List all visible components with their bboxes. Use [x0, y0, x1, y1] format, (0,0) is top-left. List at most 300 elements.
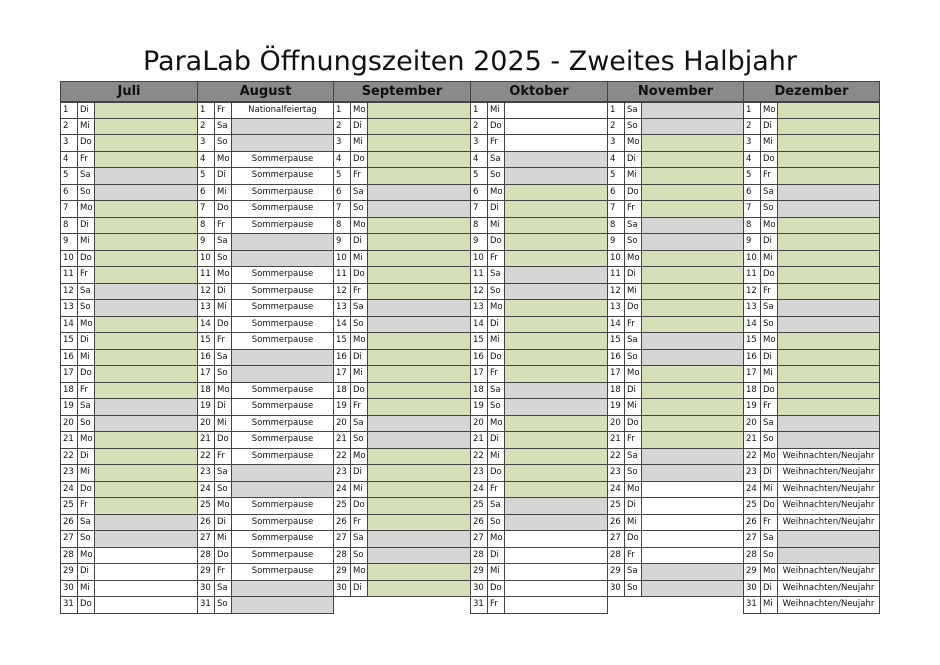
- day-number: 20: [471, 416, 488, 432]
- day-row: [743, 482, 880, 499]
- weekday: Sa: [488, 498, 505, 514]
- day-number: 29: [334, 564, 351, 580]
- day-row: [197, 218, 334, 235]
- day-number: 10: [198, 251, 215, 267]
- day-row: [607, 383, 744, 400]
- day-row: [607, 482, 744, 499]
- day-number: 16: [744, 350, 761, 366]
- day-number: 23: [334, 465, 351, 481]
- weekday: Mo: [625, 482, 642, 498]
- day-row: [197, 234, 334, 251]
- day-row: [470, 284, 608, 301]
- day-number: 12: [471, 284, 488, 300]
- day-note: Sommerpause: [251, 549, 314, 560]
- day-row: [607, 119, 744, 136]
- day-note: Sommerpause: [251, 566, 314, 576]
- weekday: Mo: [625, 366, 642, 382]
- weekday: Mi: [351, 482, 368, 498]
- day-note: Sommerpause: [251, 533, 314, 543]
- day-number: 27: [471, 531, 488, 547]
- weekday: So: [78, 531, 95, 547]
- weekday: Sa: [78, 168, 95, 184]
- weekday: Sa: [215, 581, 232, 597]
- day-number: 24: [471, 482, 488, 498]
- day-row: [60, 317, 198, 334]
- weekday: Do: [761, 267, 778, 283]
- day-row: [60, 515, 198, 532]
- weekday: Fr: [488, 135, 505, 151]
- day-number: 22: [608, 449, 625, 465]
- day-row: [470, 531, 608, 548]
- weekday: Do: [215, 432, 232, 448]
- day-row: [60, 416, 198, 433]
- weekday: Mo: [78, 201, 95, 217]
- weekday: Mi: [215, 300, 232, 316]
- day-number: 24: [61, 482, 78, 498]
- weekday: Mo: [215, 383, 232, 399]
- day-number: 13: [334, 300, 351, 316]
- day-row: [607, 399, 744, 416]
- day-row: [743, 581, 880, 598]
- day-note: Sommerpause: [251, 186, 314, 197]
- day-number: 9: [334, 234, 351, 250]
- day-row: [470, 201, 608, 218]
- day-number: 26: [608, 515, 625, 531]
- day-row: [607, 548, 744, 565]
- day-row: [197, 449, 334, 466]
- page-title: ParaLab Öffnungszeiten 2025 - Zweites Halbjahr: [142, 46, 798, 77]
- day-number: 12: [61, 284, 78, 300]
- weekday: Mi: [625, 168, 642, 184]
- day-row: [197, 102, 334, 119]
- weekday: Do: [488, 581, 505, 597]
- day-row: [197, 564, 334, 581]
- day-row: [333, 482, 471, 499]
- day-row: [197, 597, 334, 614]
- weekday: Mi: [488, 564, 505, 580]
- weekday: Fr: [78, 267, 95, 283]
- weekday: Sa: [625, 218, 642, 234]
- day-row: [333, 350, 471, 367]
- day-number: 1: [61, 103, 78, 118]
- weekday: So: [488, 515, 505, 531]
- day-row: [197, 432, 334, 449]
- day-number: 5: [744, 168, 761, 184]
- day-number: 30: [471, 581, 488, 597]
- day-number: 19: [334, 399, 351, 415]
- day-row: [60, 432, 198, 449]
- day-note: Weihnachten/Neujahr: [782, 582, 875, 593]
- day-number: 2: [334, 119, 351, 135]
- day-number: 29: [744, 564, 761, 580]
- day-row: [743, 185, 880, 202]
- weekday: Sa: [351, 416, 368, 432]
- day-number: 3: [608, 135, 625, 151]
- day-number: 10: [744, 251, 761, 267]
- weekday: Do: [78, 482, 95, 498]
- day-number: 5: [471, 168, 488, 184]
- weekday: Sa: [488, 267, 505, 283]
- day-number: 9: [61, 234, 78, 250]
- weekday: So: [351, 317, 368, 333]
- day-number: 11: [471, 267, 488, 283]
- weekday: Fr: [761, 284, 778, 300]
- day-row: [607, 234, 744, 251]
- weekday: Do: [761, 383, 778, 399]
- weekday: Di: [78, 449, 95, 465]
- weekday: Mi: [761, 135, 778, 151]
- day-row: [470, 515, 608, 532]
- day-row: [470, 597, 608, 614]
- weekday: Fr: [215, 564, 232, 580]
- day-number: 15: [744, 333, 761, 349]
- weekday: Fr: [625, 201, 642, 217]
- weekday: Mo: [351, 564, 368, 580]
- weekday: Mi: [78, 465, 95, 481]
- day-number: 10: [61, 251, 78, 267]
- day-row: [743, 432, 880, 449]
- day-row: [607, 185, 744, 202]
- weekday: Di: [215, 515, 232, 531]
- weekday: So: [761, 432, 778, 448]
- weekday: Di: [351, 581, 368, 597]
- day-number: 15: [61, 333, 78, 349]
- day-row: [333, 152, 471, 169]
- day-row: [60, 564, 198, 581]
- day-number: 24: [334, 482, 351, 498]
- day-number: 2: [471, 119, 488, 135]
- day-number: 9: [744, 234, 761, 250]
- weekday: Do: [351, 267, 368, 283]
- day-row: [333, 218, 471, 235]
- day-number: 25: [744, 498, 761, 514]
- weekday: So: [488, 284, 505, 300]
- day-row: [197, 333, 334, 350]
- day-number: 21: [608, 432, 625, 448]
- day-row: [333, 383, 471, 400]
- weekday: Sa: [625, 103, 642, 118]
- day-row: [743, 300, 880, 317]
- day-note: Weihnachten/Neujahr: [782, 500, 875, 510]
- day-number: 25: [61, 498, 78, 514]
- weekday: So: [351, 432, 368, 448]
- day-number: 2: [744, 119, 761, 135]
- day-note: Weihnachten/Neujahr: [782, 516, 875, 527]
- weekday: Sa: [78, 399, 95, 415]
- day-row: [333, 548, 471, 565]
- day-number: 10: [334, 251, 351, 267]
- day-row: [743, 350, 880, 367]
- weekday: So: [625, 234, 642, 250]
- day-row: [197, 201, 334, 218]
- weekday: So: [215, 482, 232, 498]
- weekday: So: [625, 119, 642, 135]
- day-row: [470, 119, 608, 136]
- day-number: 27: [198, 531, 215, 547]
- weekday: Mo: [215, 267, 232, 283]
- day-row: [197, 152, 334, 169]
- weekday: Sa: [78, 284, 95, 300]
- weekday: Fr: [78, 152, 95, 168]
- weekday: Sa: [761, 185, 778, 201]
- day-note: Sommerpause: [251, 203, 314, 213]
- day-note: Nationalfeiertag: [248, 105, 317, 115]
- day-row: [333, 251, 471, 268]
- day-row: [333, 449, 471, 466]
- day-number: 13: [608, 300, 625, 316]
- day-number: 27: [744, 531, 761, 547]
- day-number: 8: [744, 218, 761, 234]
- day-row: [607, 102, 744, 119]
- weekday: Mi: [78, 119, 95, 135]
- weekday: Mo: [761, 449, 778, 465]
- day-number: 30: [198, 581, 215, 597]
- day-number: 28: [61, 548, 78, 564]
- day-row: [743, 251, 880, 268]
- day-row: [60, 449, 198, 466]
- day-number: 3: [471, 135, 488, 151]
- weekday: Di: [761, 234, 778, 250]
- weekday: Di: [351, 234, 368, 250]
- day-row: [470, 300, 608, 317]
- day-number: 19: [198, 399, 215, 415]
- day-note: Weihnachten/Neujahr: [782, 566, 875, 576]
- day-row: [607, 350, 744, 367]
- day-row: [333, 333, 471, 350]
- day-row: [60, 531, 198, 548]
- day-number: 14: [744, 317, 761, 333]
- day-number: 17: [334, 366, 351, 382]
- day-number: 28: [471, 548, 488, 564]
- day-row: [60, 399, 198, 416]
- day-number: 25: [471, 498, 488, 514]
- day-row: [60, 350, 198, 367]
- day-number: 1: [198, 103, 215, 118]
- month-header-november: November: [607, 81, 744, 102]
- month-header-september: September: [333, 81, 471, 102]
- day-row: [197, 168, 334, 185]
- day-number: 11: [608, 267, 625, 283]
- day-number: 18: [608, 383, 625, 399]
- day-number: 14: [608, 317, 625, 333]
- day-number: 23: [608, 465, 625, 481]
- day-number: 8: [198, 218, 215, 234]
- day-row: [470, 548, 608, 565]
- day-row: [743, 399, 880, 416]
- day-row: [470, 449, 608, 466]
- day-row: [470, 350, 608, 367]
- day-number: 4: [334, 152, 351, 168]
- weekday: Mi: [351, 251, 368, 267]
- day-number: 24: [744, 482, 761, 498]
- weekday: Sa: [351, 531, 368, 547]
- day-row: [333, 300, 471, 317]
- day-number: 7: [61, 201, 78, 217]
- month-header-juli: Juli: [60, 81, 198, 102]
- weekday: Mo: [488, 300, 505, 316]
- day-number: 26: [744, 515, 761, 531]
- weekday: Fr: [488, 597, 505, 613]
- day-number: 21: [471, 432, 488, 448]
- day-row: [197, 350, 334, 367]
- day-number: 17: [61, 366, 78, 382]
- day-number: 2: [61, 119, 78, 135]
- day-row: [333, 317, 471, 334]
- weekday: Fr: [761, 399, 778, 415]
- weekday: Di: [215, 284, 232, 300]
- day-row: [607, 366, 744, 383]
- day-row: [743, 119, 880, 136]
- day-row: [60, 234, 198, 251]
- weekday: Di: [488, 432, 505, 448]
- day-number: 31: [198, 597, 215, 613]
- day-number: 13: [744, 300, 761, 316]
- weekday: Mi: [761, 482, 778, 498]
- day-row: [470, 366, 608, 383]
- weekday: Do: [215, 201, 232, 217]
- day-row: [743, 564, 880, 581]
- day-number: 18: [198, 383, 215, 399]
- day-row: [60, 333, 198, 350]
- day-number: 7: [471, 201, 488, 217]
- day-row: [60, 152, 198, 169]
- day-number: 3: [198, 135, 215, 151]
- weekday: Mo: [351, 218, 368, 234]
- day-note: Sommerpause: [251, 153, 314, 164]
- day-row: [197, 465, 334, 482]
- day-row: [197, 317, 334, 334]
- day-number: 4: [198, 152, 215, 168]
- weekday: Mi: [351, 135, 368, 151]
- day-row: [333, 515, 471, 532]
- day-row: [60, 383, 198, 400]
- weekday: Do: [78, 366, 95, 382]
- weekday: Sa: [215, 119, 232, 135]
- weekday: Mo: [351, 103, 368, 118]
- day-number: 9: [471, 234, 488, 250]
- day-number: 16: [198, 350, 215, 366]
- day-row: [470, 482, 608, 499]
- day-number: 17: [471, 366, 488, 382]
- day-number: 30: [334, 581, 351, 597]
- day-number: 15: [198, 333, 215, 349]
- day-row: [60, 300, 198, 317]
- weekday: Sa: [215, 350, 232, 366]
- day-row: [60, 581, 198, 598]
- day-number: 18: [744, 383, 761, 399]
- weekday: Sa: [761, 416, 778, 432]
- weekday: Mi: [488, 333, 505, 349]
- day-row: [607, 515, 744, 532]
- weekday: Di: [488, 317, 505, 333]
- day-number: 30: [608, 581, 625, 597]
- day-row: [60, 185, 198, 202]
- weekday: Mo: [625, 135, 642, 151]
- day-number: 1: [471, 103, 488, 118]
- day-row: [197, 284, 334, 301]
- day-row: [333, 581, 471, 598]
- day-number: 20: [198, 416, 215, 432]
- weekday: So: [625, 350, 642, 366]
- day-number: 7: [744, 201, 761, 217]
- day-row: [333, 185, 471, 202]
- day-row: [743, 465, 880, 482]
- day-row: [743, 284, 880, 301]
- day-row: [743, 366, 880, 383]
- day-number: 11: [198, 267, 215, 283]
- weekday: Di: [351, 350, 368, 366]
- weekday: Fr: [761, 168, 778, 184]
- day-row: [607, 201, 744, 218]
- day-row: [470, 333, 608, 350]
- day-row: [470, 564, 608, 581]
- day-row: [743, 449, 880, 466]
- weekday: Mi: [488, 103, 505, 118]
- weekday: Di: [488, 548, 505, 564]
- weekday: Sa: [625, 449, 642, 465]
- day-number: 8: [608, 218, 625, 234]
- weekday: Fr: [78, 383, 95, 399]
- day-row: [743, 383, 880, 400]
- weekday: Di: [761, 350, 778, 366]
- weekday: So: [78, 300, 95, 316]
- day-row: [333, 284, 471, 301]
- day-number: 22: [334, 449, 351, 465]
- day-number: 15: [334, 333, 351, 349]
- day-row: [470, 317, 608, 334]
- weekday: Mi: [625, 515, 642, 531]
- day-note: Sommerpause: [251, 401, 314, 411]
- month-header-oktober: Oktober: [470, 81, 608, 102]
- day-row: [743, 548, 880, 565]
- day-row: [470, 383, 608, 400]
- day-row: [197, 300, 334, 317]
- day-row: [743, 267, 880, 284]
- weekday: Do: [761, 152, 778, 168]
- weekday: So: [351, 201, 368, 217]
- weekday: Do: [625, 185, 642, 201]
- day-note: Weihnachten/Neujahr: [782, 450, 875, 461]
- weekday: Di: [215, 168, 232, 184]
- weekday: Mi: [78, 234, 95, 250]
- day-row: [60, 218, 198, 235]
- weekday: Sa: [625, 333, 642, 349]
- weekday: So: [215, 251, 232, 267]
- day-number: 17: [744, 366, 761, 382]
- weekday: Fr: [488, 482, 505, 498]
- weekday: So: [215, 366, 232, 382]
- day-row: [607, 432, 744, 449]
- day-note: Sommerpause: [251, 516, 314, 527]
- day-number: 14: [61, 317, 78, 333]
- day-number: 14: [471, 317, 488, 333]
- weekday: Do: [78, 597, 95, 613]
- day-row: [743, 234, 880, 251]
- weekday: Fr: [215, 218, 232, 234]
- weekday: Do: [78, 135, 95, 151]
- day-number: 17: [608, 366, 625, 382]
- day-number: 23: [471, 465, 488, 481]
- weekday: Fr: [761, 515, 778, 531]
- day-number: 31: [61, 597, 78, 613]
- day-row: [197, 515, 334, 532]
- day-row: [470, 416, 608, 433]
- day-number: 2: [608, 119, 625, 135]
- day-number: 20: [608, 416, 625, 432]
- day-row: [333, 119, 471, 136]
- day-row: [197, 383, 334, 400]
- day-row: [333, 168, 471, 185]
